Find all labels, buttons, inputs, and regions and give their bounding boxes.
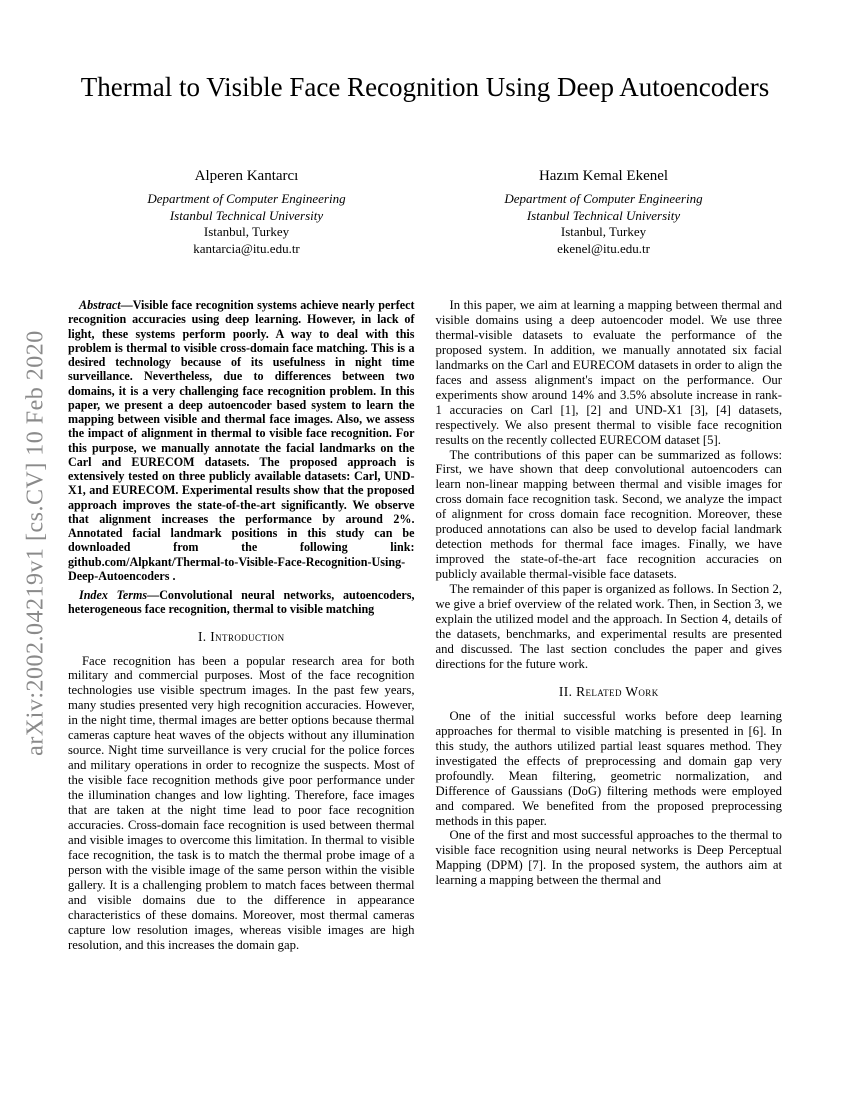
abstract-paragraph — [68, 298, 415, 583]
intro-paragraph-1: Face recognition has been a popular research area for both military and commercial purposes. Most of the face recognition technologies use visible spectrum images. In the past few years, many studies presented very high recognition accuracies. However, in the night time, thermal images are better options because thermal cameras capture heat waves of the objects without any illumination source. Night time surveillance is very crucial for the police forces and military operations in order to recognize the suspects. Most of the visible face recognition methods give poor performance under the illumination changes and low lighting. Therefore, face images that are taken at the night time lead to poor face recognition accuracies. Cross-domain face recognition is used between thermal and visible images to overcome this limitation. In thermal to visible face recognition, the task is to match the thermal probe image of a person with the visible image of the same person within the visible gallery. It is a challenging problem to match faces between thermal and visible domains due to the difference in appearance characteristics of these domains. Moreover, most thermal cameras capture low resolution images, whereas visible images are high resolution, and this increases the domain gap. — [68, 653, 415, 952]
author-name: Hazım Kemal Ekenel — [538, 168, 669, 184]
author-department: Department of Computer Engineering — [504, 191, 703, 206]
author-location: Istanbul, Turkey — [560, 224, 647, 239]
intro-paragraph-3: The contributions of this paper can be summarized as follows: First, we have shown that deep convolutional autoencoders can learn non-linear mapping between thermal and visible images for cross domain face recognition task. Second, we analyze the impact of alignment for cross domain face recognition. Moreover, these produced annotations can also be used to develop facial landmark detection methods for thermal face images. Finally, we have improved the state-of-the-art face recognition accuracies on publicly available thermal-visible face datasets. — [435, 447, 782, 582]
intro-paragraph-2: In this paper, we aim at learning a mapping between thermal and visible domains using a deep autoencoder model. We use three thermal-visible datasets to evaluate the performance of the proposed system. In addition, we manually annotated six facial landmarks on the Carl and EURECOM datasets in order to align the faces and assess alignment's impact on the performance. Our experiments show around 14% and 3.5% absolute increase in rank-1 accuracies on Carl [1], [2] and UND-X1 [3], [4] datasets, respectively. We also present thermal to visible face recognition results on the recently collected EURECOM dataset [5]. — [435, 298, 782, 447]
abstract-text: —Visible face recognition systems achieve nearly perfect recognition accuracies using deep learning. However, in lack of light, these systems perform poorly. A way to deal with this problem is thermal to visible cross-domain face matching. This is a desired technology because of its usefulness in night time surveillance. Nevertheless, due to differences between two domains, it is a very challenging face recognition problem. In this paper, we present a deep autoencoder based system to learn the mapping between visible and thermal face images. Also, we assess the impact of alignment in thermal to visible face recognition. For this purpose, we manually annotate the facial landmarks on the Carl and EURECOM datasets. The proposed approach is extensively tested on three publicly available datasets: Carl, UND-X1, and EURECOM. Experimental results show that the proposed approach improves the state-of-the-art significantly. We observe that alignment increases the performance by around 2%. Annotated facial landmark positions in this study can be downloaded from the following link: github.com/Alpkant/Thermal-to-Visible-Face-Recognition-Using-Deep-Autoencoders . — [68, 298, 415, 583]
author-block-1 — [68, 167, 425, 257]
author-department: Department of Computer Engineering — [147, 191, 346, 206]
index-terms-label: Index Terms — [79, 588, 148, 602]
author-email: kantarcia@itu.edu.tr — [193, 240, 300, 256]
section-heading-introduction: I. Introduction — [197, 628, 285, 644]
two-column-body — [68, 298, 782, 953]
intro-paragraph-4: The remainder of this paper is organized as follows. In Section 2, we give a brief overview of the related work. Then, in Section 3, we explain the utilized model and the approach. In Section 4, details of the datasets, benchmarks, and experimental results are presented and discussed. The last section concludes the paper and gives directions for the future work. — [435, 582, 782, 671]
index-terms-text: —Convolutional neural networks, autoencoders, heterogeneous face recognition, thermal to visible matching — [68, 588, 415, 617]
arxiv-stamp: arXiv:2002.04219v1 [cs.CV] 10 Feb 2020 — [22, 330, 49, 756]
author-university: Istanbul Technical University — [526, 207, 681, 223]
left-column — [68, 298, 415, 953]
related-work-paragraph-1: One of the initial successful works before deep learning approaches for thermal to visible matching is presented in [6]. In this study, the authors utilized partial least squares method. They investigated the effects of preprocessing and domain gap very profoundly. Mean filtering, geometric normalization, and Difference of Gaussians (DoG) filtering methods were employed and compared. We benefited from the proposed preprocessing methods in this paper. — [435, 708, 782, 828]
author-block-2 — [425, 167, 782, 257]
author-university: Istanbul Technical University — [169, 207, 324, 223]
index-terms-paragraph — [68, 588, 415, 617]
right-column — [436, 298, 783, 953]
related-work-paragraph-2: One of the first and most successful approaches to the thermal to visible face recognition using neural networks is Deep Perceptual Mapping (DPM) [7]. In the proposed system, the authors aim at learning a mapping between the thermal and — [435, 828, 782, 888]
abstract-label: Abstract — [79, 298, 121, 312]
authors-row — [68, 167, 782, 257]
author-name: Alperen Kantarcı — [194, 168, 299, 184]
author-location: Istanbul, Turkey — [203, 224, 290, 239]
author-email: ekenel@itu.edu.tr — [557, 240, 650, 256]
section-heading-related-work: II. Related Work — [558, 683, 659, 699]
paper-title: Thermal to Visible Face Recognition Using Deep Autoencoders — [80, 72, 770, 102]
